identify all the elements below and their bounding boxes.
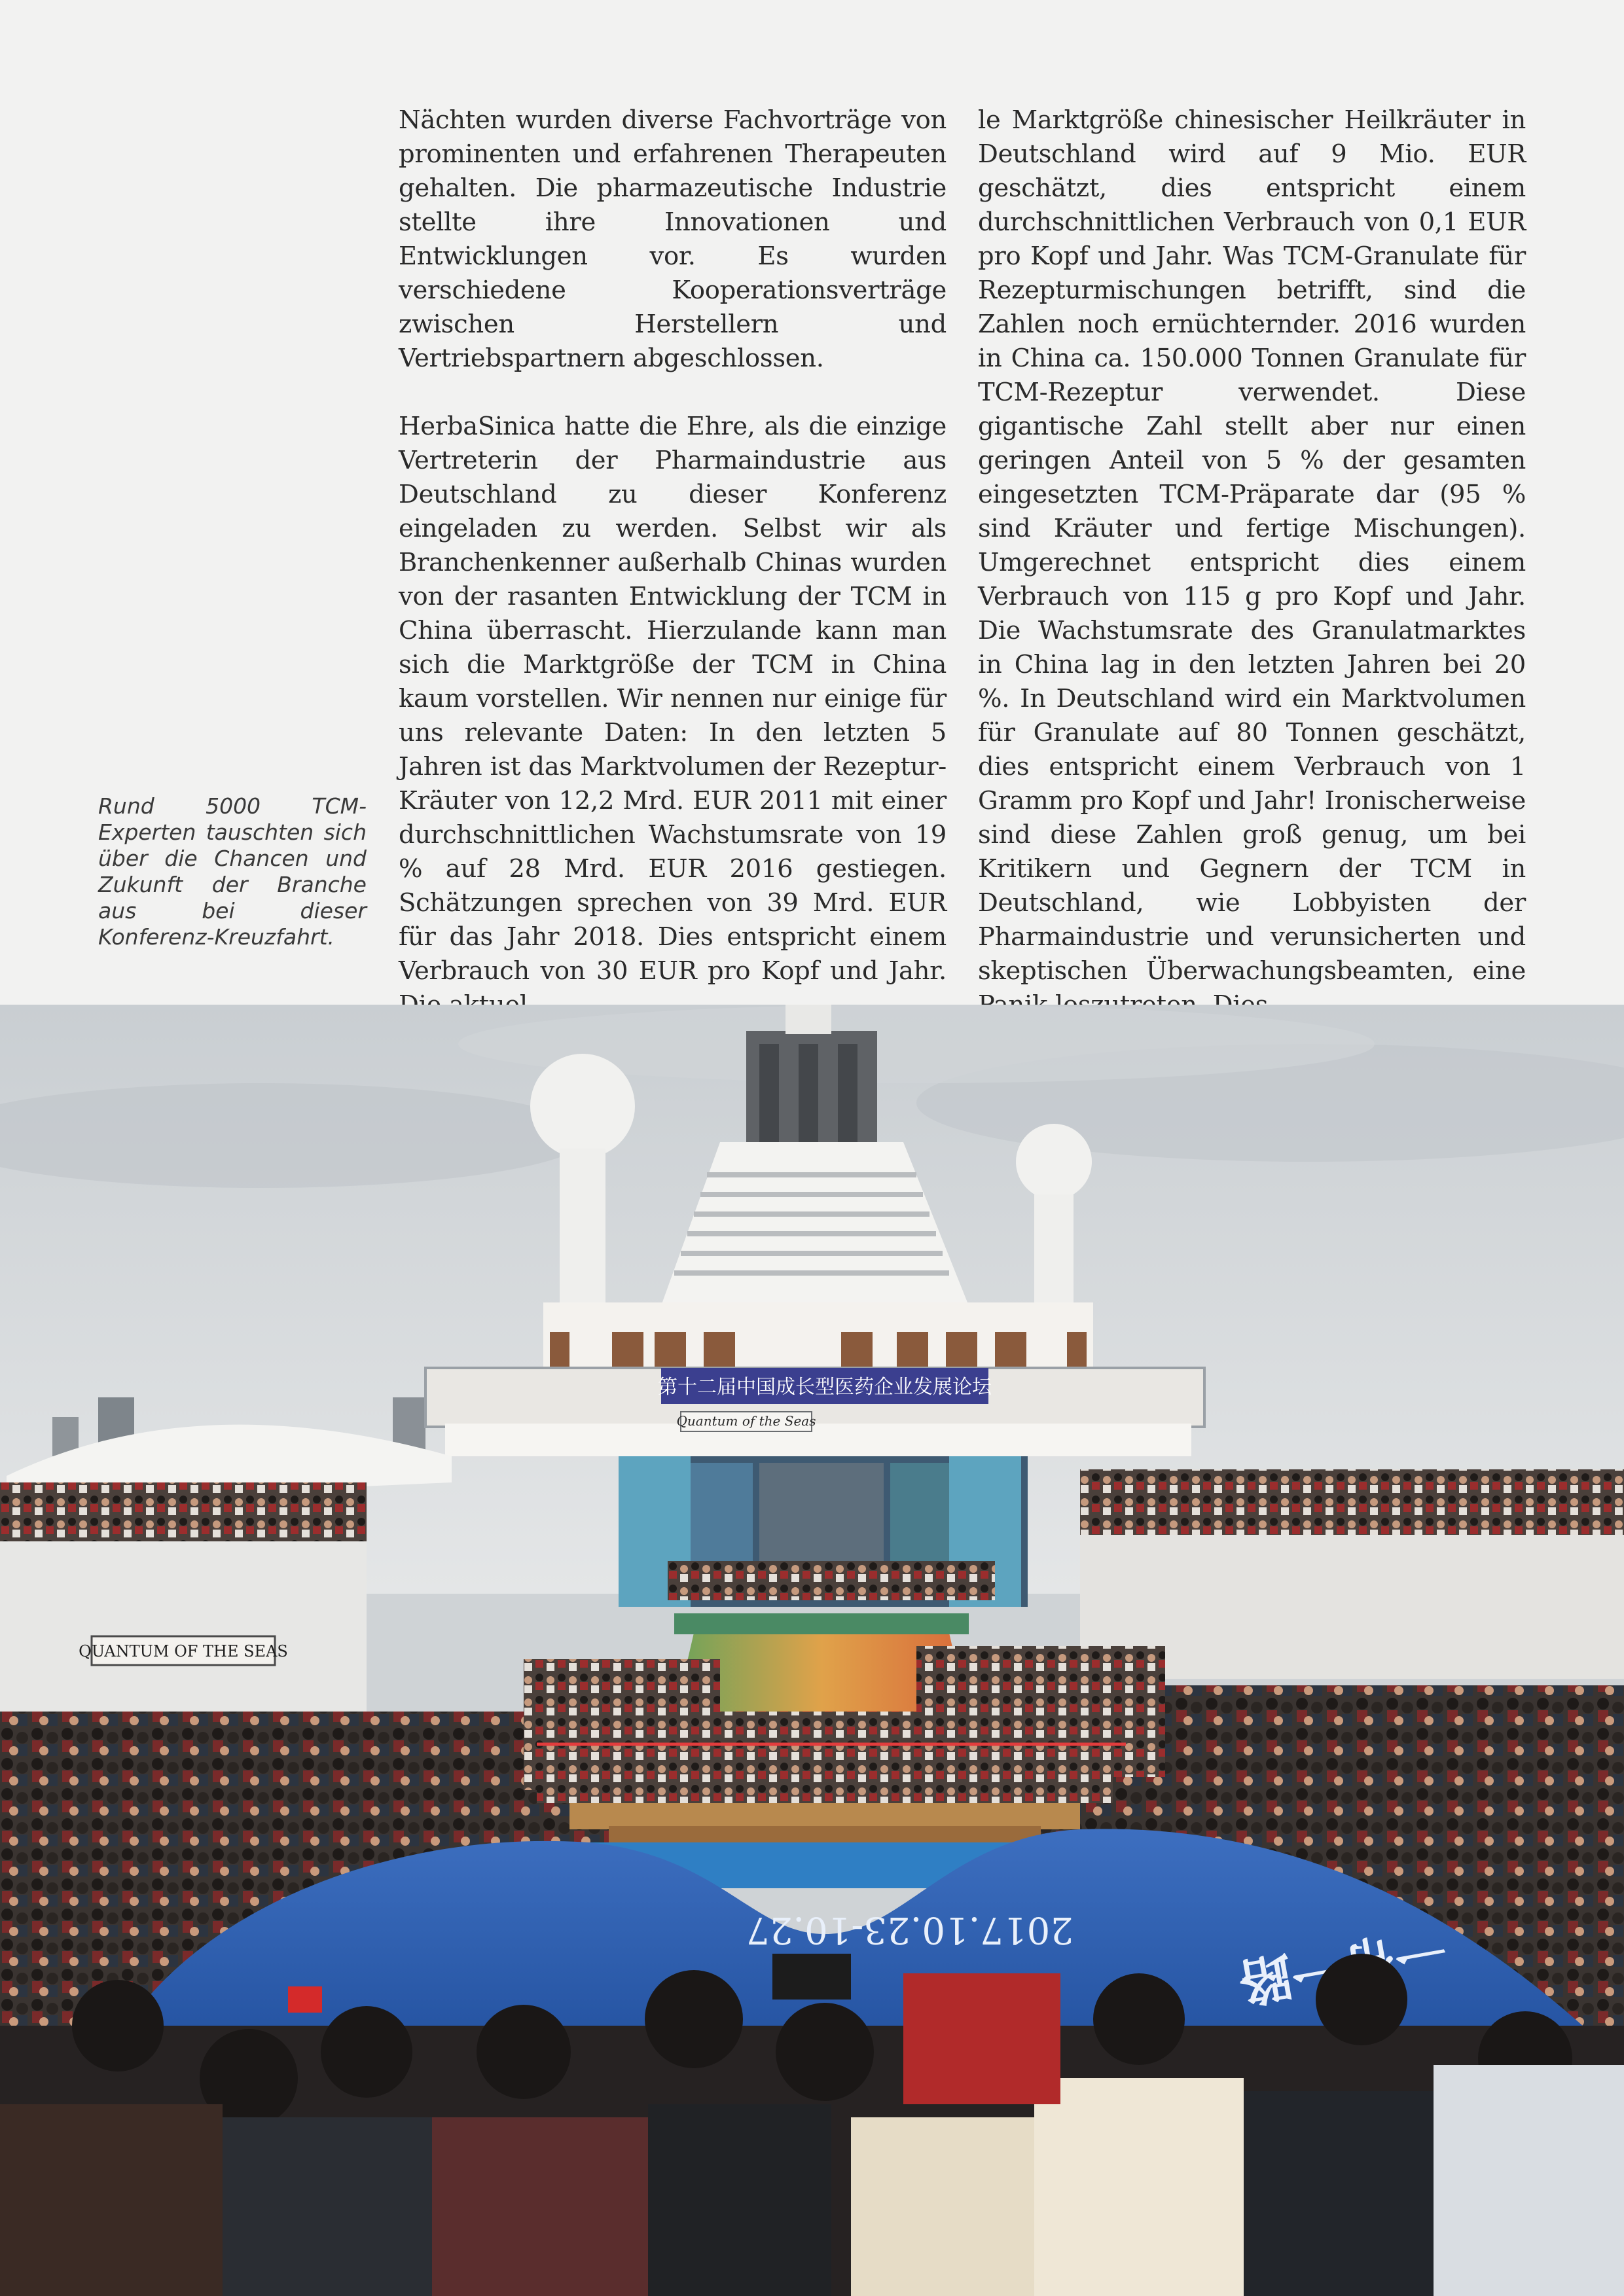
ribbon-cutting-row — [537, 1712, 1113, 1803]
radar-dome-right — [1016, 1124, 1092, 1200]
ship-name-top: Quantum of the Seas — [676, 1413, 816, 1429]
forum-banner-text: 第十二届中国成长型医药企业发展论坛 — [658, 1376, 992, 1399]
radar-dome-left — [530, 1054, 635, 1158]
ship-name-side: QUANTUM OF THE SEAS — [79, 1642, 288, 1660]
china-flag — [288, 1986, 322, 2013]
cruise-ship-conference-photo — [0, 1005, 1624, 2296]
banner-date: 2017.10.23-10.27 — [746, 1909, 1074, 1951]
photo-caption: Rund 5000 TCM-Experten tauschten sich über die Chancen und Zukunft der Branche aus bei dieser Konferenz-Kreuzfahrt. — [98, 793, 367, 950]
article-column-right — [978, 103, 1526, 1022]
paragraph: HerbaSinica hatte die Ehre, als die einzige Vertreterin der Pharmaindustrie aus Deutschland zu dieser Konferenz eingeladen zu werden. Selbst wir als Branchenkenner außerhalb Chinas wurden von der rasanten Entwicklung der TCM in China überrascht. Hierzulande kann man sich die Marktgröße der TCM in China kaum vorstellen. Wir nennen nur einige für uns relevante Daten: In den letzten 5 Jahren ist das Marktvolumen der Rezeptur-Kräuter von 12,2 Mrd. EUR 2011 mit einer durchschnittlichen Wachstumsrate von 19 % auf 28 Mrd. EUR 2016 gestiegen. Schätzungen sprechen von 39 Mrd. EUR für das Jahr 2018. Dies entspricht einem Verbrauch von 30 EUR pro Kopf und Jahr. — [399, 412, 947, 986]
photo-illustration — [0, 1005, 1624, 2296]
video-camera — [772, 1954, 851, 2000]
paragraph: Nächten wurden diverse Fachvorträge von prominenten und erfahrenen Therapeuten gehalten. Die pharmazeutische Industrie stellte ihre Innovationen und Entwicklungen vor. Es wurden verschiedene Kooperationsverträge zwischen Herstellern und Vertriebspartnern abgeschlossen. — [399, 105, 947, 373]
paragraph: le Marktgröße chinesischer Heilkräuter in Deutschland wird auf 9 Mio. EUR geschätzt, dies entspricht einem durchschnittlichen Verbrauch von 0,1 EUR pro Kopf und Jahr. Was TCM-Granulate für Rezepturmischungen betrifft, sind die Zahlen noch ernüchternder. 2016 wurden in China ca. 150.000 Tonnen Granulate für TCM-Rezeptur verwendet. Diese gigantische Zahl stellt aber nur einen geringen Anteil von 5 % der gesamten eingesetzten TCM-Präparate dar (95 % sind Kräuter und fertige Mischungen). Umgerechnet entspricht dies einem Verbrauch von 115 g pro Kopf und Jahr. Die Wachstumsrate des Granulatmarktes in China lag in den letzten Jahren bei 20 %. In Deutschland wird ein Marktvolumen für Granulate auf 80 Tonnen geschätzt, dies entspricht einem Verbrauch von 1 Gramm pro Kopf und Jahr! Ironischerweise sind diese Zahlen groß genug, um bei Kritikern und Gegnern der TCM in Deutschland, wie Lobbyisten der Pharmaindustrie und verunsicherten und skeptischen Überwachungsbeamten, eine — [978, 105, 1526, 986]
article-column-left — [399, 103, 947, 1022]
